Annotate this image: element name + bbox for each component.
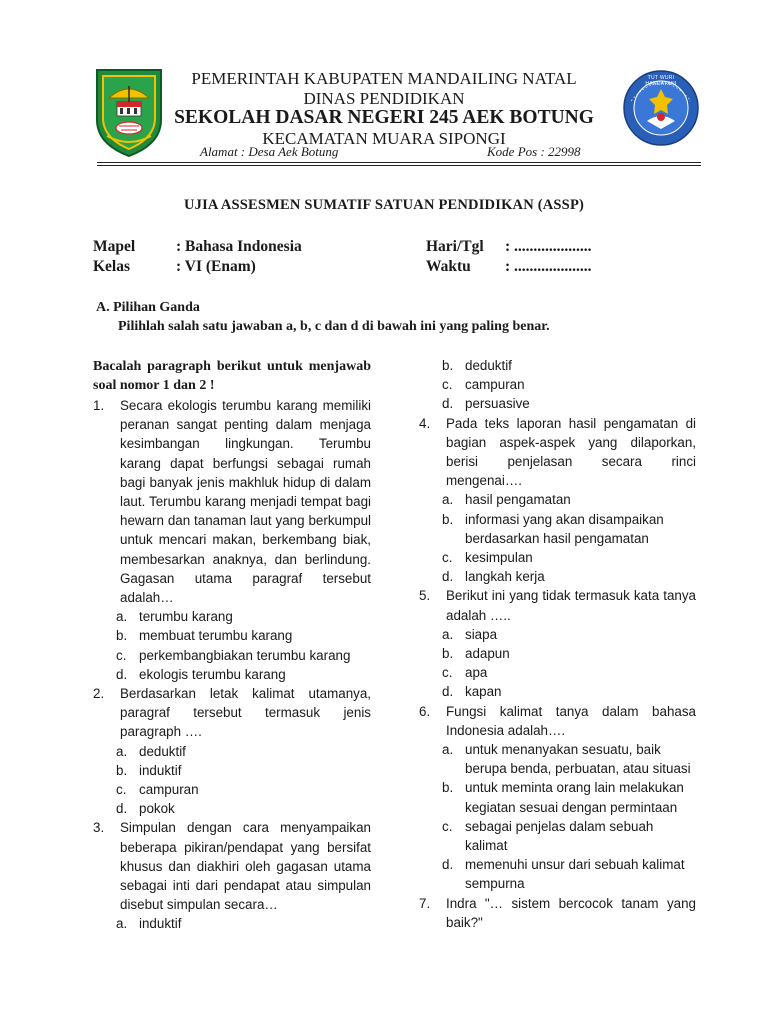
option-letter: c. [116, 647, 127, 663]
option-letter: a. [116, 916, 128, 932]
option-text: persuasive [465, 396, 530, 412]
option-text: deduktif [139, 743, 186, 759]
option-2d[interactable] [93, 799, 371, 818]
question-number: 7. [419, 895, 431, 911]
header-divider-thin [97, 165, 701, 166]
question-3 [93, 818, 371, 914]
kelas-value: : VI (Enam) [176, 258, 256, 275]
question-number: 2. [93, 686, 105, 702]
reading-instruction: Bacalah paragraph berikut untuk menjawab soal nomor 1 dan 2 ! [93, 359, 371, 393]
section-title: A. Pilihan Ganda [96, 300, 200, 315]
hari-label: Hari/Tgl [426, 238, 484, 255]
kelas-label: Kelas [93, 258, 131, 275]
logo-motto: TUT WURI HANDAYANI [645, 75, 677, 87]
question-7 [419, 894, 696, 932]
question-number: 5. [419, 588, 431, 604]
option-letter: a. [116, 609, 128, 625]
waktu-value: : .................... [505, 258, 592, 275]
option-letter: a. [442, 492, 454, 508]
option-text: ekologis terumbu karang [139, 666, 286, 682]
option-1c[interactable] [93, 646, 371, 665]
option-text: adapun [465, 646, 510, 662]
option-text: perkembangbiakan terumbu karang [139, 647, 351, 663]
option-5a[interactable] [419, 625, 696, 644]
exam-title: UJIA ASSESMEN SUMATIF SATUAN PENDIDIKAN (ASSP) [183, 197, 585, 213]
option-text: kesimpulan [465, 550, 533, 566]
option-text: untuk menanyakan sesuatu, baik berupa benda, perbuatan, atau situasi [465, 742, 691, 777]
question-number: 4. [419, 415, 431, 431]
option-text: campuran [139, 782, 199, 798]
option-text: kapan [465, 684, 502, 700]
option-letter: b. [116, 628, 128, 644]
option-6b[interactable] [419, 778, 696, 816]
school-address: Alamat : Desa Aek Botung [200, 144, 339, 159]
option-6c[interactable] [419, 817, 696, 855]
question-number: 3. [93, 820, 105, 836]
option-5d[interactable] [419, 682, 696, 701]
option-text: campuran [465, 377, 525, 393]
option-3c[interactable] [419, 375, 696, 394]
header-government: PEMERINTAH KABUPATEN MANDAILING NATAL [191, 69, 577, 88]
postal-code: Kode Pos : 22998 [487, 144, 581, 159]
right-column [419, 356, 696, 932]
header-district: KECAMATAN MUARA SIPONGI [262, 129, 506, 148]
option-4d[interactable] [419, 567, 696, 586]
question-1 [93, 396, 371, 607]
option-letter: c. [442, 550, 453, 566]
question-number: 1. [93, 398, 105, 413]
option-letter: c. [442, 818, 453, 834]
option-text: membuat terumbu karang [139, 628, 293, 644]
question-2 [93, 684, 371, 742]
option-text: deduktif [465, 358, 512, 373]
option-text: siapa [465, 626, 498, 642]
option-4b[interactable] [419, 510, 696, 548]
option-letter: d. [442, 396, 454, 412]
option-letter: c. [442, 377, 453, 393]
mapel-label: Mapel [93, 238, 136, 255]
option-letter: c. [442, 665, 453, 681]
option-letter: d. [116, 801, 128, 817]
option-letter: a. [442, 742, 454, 758]
question-text: Indra "… sistem bercocok tanam yang baik?" [446, 895, 696, 930]
hari-value: : .................... [505, 238, 592, 255]
option-text: informasi yang akan disampaikan berdasarkan hasil pengamatan [465, 511, 664, 546]
option-3b[interactable] [419, 356, 696, 375]
option-text: hasil pengamatan [465, 492, 571, 508]
option-letter: b. [442, 646, 454, 662]
school-name: SEKOLAH DASAR NEGERI 245 AEK BOTUNG [174, 107, 594, 128]
question-text: Fungsi kalimat tanya dalam bahasa Indonesia adalah…. [446, 703, 696, 738]
option-letter: b. [116, 762, 128, 778]
option-5b[interactable] [419, 644, 696, 663]
option-text: sebagai penjelas dalam sebuah kalimat [465, 818, 654, 854]
option-3d[interactable] [419, 394, 696, 413]
option-6a[interactable] [419, 740, 696, 778]
option-letter: b. [442, 358, 454, 373]
waktu-label: Waktu [426, 258, 471, 275]
question-number: 6. [419, 703, 431, 719]
question-5 [419, 586, 696, 624]
option-text: induktif [139, 916, 182, 932]
question-text: Berikut ini yang tidak termasuk kata tanya adalah ….. [446, 588, 696, 623]
question-6 [419, 702, 696, 740]
option-letter: d. [116, 666, 128, 682]
option-letter: a. [442, 626, 454, 642]
mapel-value: : Bahasa Indonesia [176, 238, 302, 255]
option-text: induktif [139, 762, 182, 778]
option-text: untuk meminta orang lain melakukan kegiatan sesuai dengan permintaan [465, 780, 684, 815]
option-5c[interactable] [419, 663, 696, 682]
option-text: langkah kerja [465, 569, 545, 585]
option-1b[interactable] [93, 626, 371, 645]
option-4a[interactable] [419, 490, 696, 509]
option-letter: d. [442, 569, 454, 585]
option-4c[interactable] [419, 548, 696, 567]
option-1a[interactable] [93, 607, 371, 626]
option-2c[interactable] [93, 780, 371, 799]
question-text: Secara ekologis terumbu karang memiliki peranan sangat penting dalam menjaga kesimbangan lingkungan. Terumbu karang dapat berfungsi sebagai rumah bagi banyak jenis makhluk hidup di dalam laut. Terumbu karang menjadi tempat bagi hewarn dan tanaman laut yang berkumpul untuk mencari makan, berkembang biak, membesarkan anaknya, dan berlindung. Gagasan utama paragraf tersebut adalah… [120, 398, 371, 606]
option-text: pokok [139, 801, 175, 817]
header-divider [97, 162, 701, 163]
option-text: terumbu karang [139, 609, 233, 625]
option-letter: a. [116, 743, 128, 759]
question-text: Berdasarkan letak kalimat utamanya, paragraf tersebut termasuk jenis paragraph …. [120, 686, 371, 740]
question-4 [419, 414, 696, 491]
question-text: Pada teks laporan hasil pengamatan di bagian aspek-aspek yang dilaporkan, berisi penjelasan secara rinci mengenai…. [446, 415, 696, 489]
option-letter: b. [442, 780, 454, 796]
option-1d[interactable] [93, 665, 371, 684]
option-3a[interactable] [93, 914, 371, 933]
left-column [93, 357, 371, 934]
header-department: DINAS PENDIDIKAN [303, 89, 465, 108]
section-instruction: Pilihlah salah satu jawaban a, b, c dan d di bawah ini yang paling benar. [118, 319, 550, 334]
question-text: Simpulan dengan cara menyampaikan beberapa pikiran/pendapat yang bersifat khusus dan diakhiri oleh gagasan utama sebagai inti dari pendapat atau simpulan disebut simpulan secara… [120, 820, 371, 913]
option-6d[interactable] [419, 855, 696, 893]
option-letter: b. [442, 511, 454, 527]
option-letter: d. [442, 684, 454, 700]
option-letter: d. [442, 857, 454, 873]
option-text: memenuhi unsur dari sebuah kalimat sempurna [465, 857, 685, 892]
option-2a[interactable] [93, 742, 371, 761]
option-2b[interactable] [93, 761, 371, 780]
option-letter: c. [116, 782, 127, 798]
option-text: apa [465, 665, 488, 681]
